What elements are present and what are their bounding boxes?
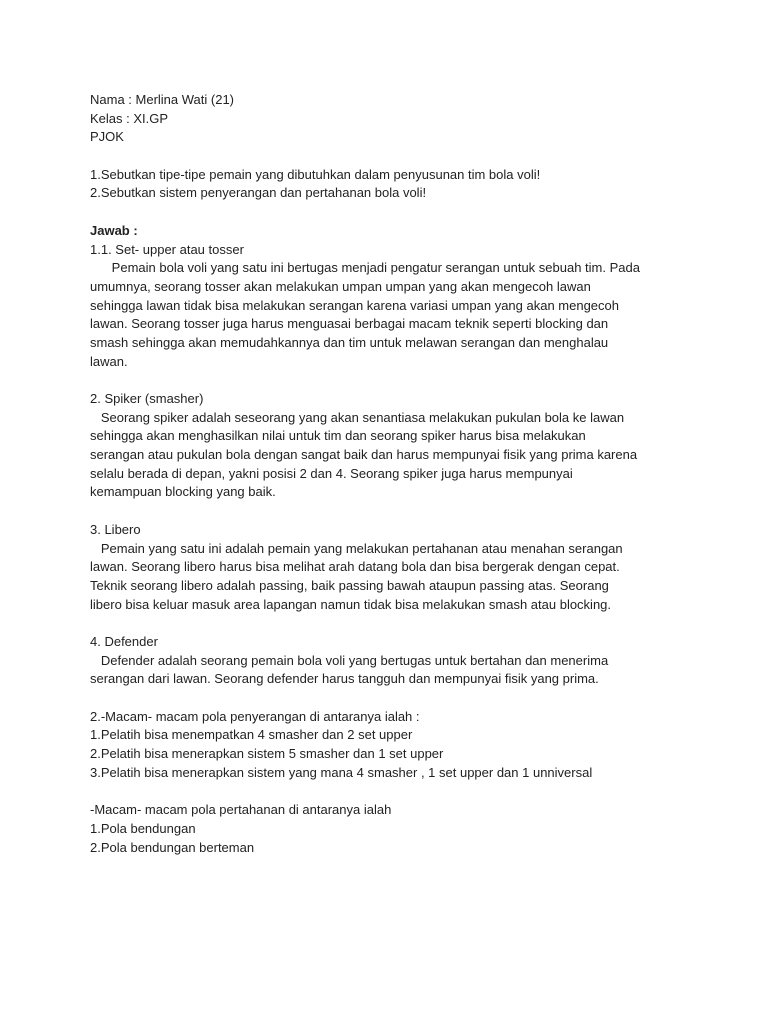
question-1: 1.Sebutkan tipe-tipe pemain yang dibutuhkan dalam penyusunan tim bola voli! — [90, 166, 541, 182]
document-page — [90, 91, 690, 857]
paragraph-line: sehingga lawan tidak bisa melakukan serangan karena variasi umpan yang akan mengecoh — [90, 297, 620, 313]
list-item: 2.Pelatih bisa menerapkan sistem 5 smasher dan 1 set upper — [90, 746, 444, 762]
list-item: 3.Pelatih bisa menerapkan sistem yang mana 4 smasher , 1 set upper dan 1 unniversal — [90, 764, 593, 780]
attack-title: 2.-Macam- macam pola penyerangan di antaranya ialah : — [90, 708, 420, 724]
attack-patterns — [90, 708, 690, 783]
paragraph-line: serangan atau pukulan bola dengan sangat baik dan harus mempunyai fisik yang prima karena — [90, 447, 638, 463]
paragraph-line: lawan. Seorang libero harus bisa melihat arah datang bola dan bisa bergerak dengan cepat. — [90, 559, 620, 575]
paragraph-line: kemampuan blocking yang baik. — [90, 484, 276, 500]
answer-section-libero — [90, 521, 690, 614]
paragraph-line: sehingga akan menghasilkan nilai untuk tim dan seorang spiker harus bisa melakukan — [90, 428, 586, 444]
paragraph-line: serangan dari lawan. Seorang defender harus tangguh dan mempunyai fisik yang prima. — [90, 671, 599, 687]
answer-section-defender — [90, 633, 690, 689]
spacer — [90, 689, 690, 708]
paragraph-line: lawan. — [90, 353, 128, 369]
paragraph-line: selalu berada di depan, yakni posisi 2 dan 4. Seorang spiker juga harus mempunyai — [90, 465, 573, 481]
answer-section-tosser — [90, 241, 690, 372]
defense-title: -Macam- macam pola pertahanan di antaranya ialah — [90, 802, 392, 818]
section-title: 1.1. Set- upper atau tosser — [90, 241, 244, 257]
paragraph-line: Teknik seorang libero adalah passing, baik passing bawah ataupun passing atas. Seorang — [90, 577, 609, 593]
document-header — [90, 91, 690, 147]
spacer — [90, 502, 690, 521]
question-2: 2.Sebutkan sistem penyerangan dan pertahanan bola voli! — [90, 185, 427, 201]
answer-section-spiker — [90, 390, 690, 502]
paragraph-line: lawan. Seorang tosser juga harus menguasai berbagai macam teknik seperti blocking dan — [90, 316, 609, 332]
spacer — [90, 203, 690, 222]
paragraph-line: Pemain yang satu ini adalah pemain yang melakukan pertahanan atau menahan serangan — [90, 540, 623, 556]
paragraph-line: Seorang spiker adalah seseorang yang akan senantiasa melakukan pukulan bola ke lawan — [90, 409, 625, 425]
paragraph-line: smash sehingga akan memudahkannya dan tim untuk melawan serangan dan menghalau — [90, 334, 609, 350]
paragraph-line: libero bisa keluar masuk area lapangan namun tidak bisa melakukan smash atau blocking. — [90, 596, 612, 612]
student-class: Kelas : XI.GP — [90, 110, 169, 126]
spacer — [90, 614, 690, 633]
paragraph-line: umumnya, seorang tosser akan melakukan umpan umpan yang akan mengecoh lawan — [90, 278, 591, 294]
defense-patterns — [90, 801, 690, 857]
section-title: 4. Defender — [90, 633, 158, 649]
paragraph-line: Defender adalah seorang pemain bola voli yang bertugas untuk bertahan dan menerima — [90, 652, 609, 668]
section-title: 3. Libero — [90, 521, 141, 537]
answer-heading: Jawab : — [90, 222, 138, 238]
spacer — [90, 782, 690, 801]
student-name: Nama : Merlina Wati (21) — [90, 92, 234, 107]
list-item: 1.Pola bendungan — [90, 820, 196, 836]
section-title: 2. Spiker (smasher) — [90, 391, 204, 406]
question-list — [90, 166, 690, 203]
spacer — [90, 371, 690, 390]
paragraph-line: Pemain bola voli yang satu ini bertugas menjadi pengatur serangan untuk sebuah tim. Pada — [90, 260, 640, 276]
subject-label: PJOK — [90, 129, 124, 145]
list-item: 1.Pelatih bisa menempatkan 4 smasher dan 2 set upper — [90, 727, 413, 743]
spacer — [90, 147, 690, 166]
list-item: 2.Pola bendungan berteman — [90, 839, 255, 855]
